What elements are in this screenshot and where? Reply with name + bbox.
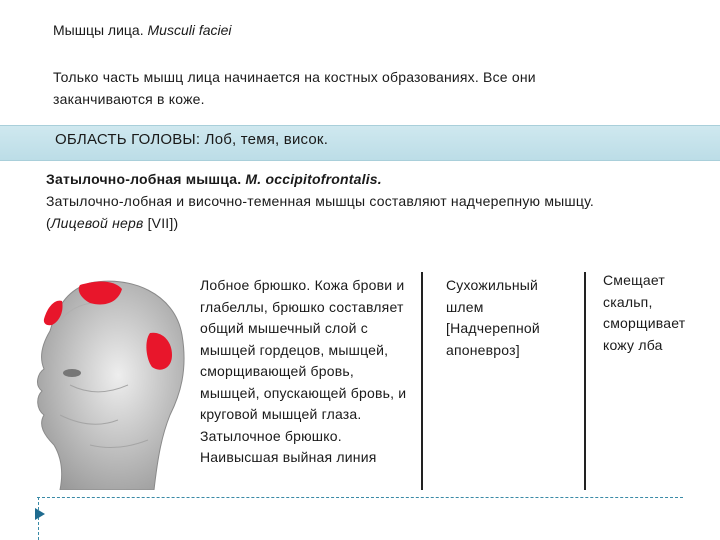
muscle-latin: occipitofrontalis. [265, 171, 382, 187]
function-column: Смещает скальп, сморщивает кожу лба [603, 272, 686, 353]
head-muscle-illustration [30, 275, 190, 490]
title-plain: Мышцы лица. [53, 22, 148, 38]
title-latin: Musculi faciei [147, 22, 232, 38]
intro-text: Только часть мышц лица начинается на костных образованиях. Все они заканчиваются в коже. [53, 69, 536, 107]
column-divider-1 [421, 272, 423, 490]
nerve-rest: [VII]) [147, 215, 179, 231]
muscle-description [46, 168, 666, 234]
muscle-nerve [46, 212, 666, 234]
muscle-name: Затылочно-лобная мышца. [46, 171, 246, 187]
eye-shape [63, 369, 81, 377]
play-arrow-icon[interactable] [34, 507, 46, 521]
nerve-italic: Лицевой нерв [50, 215, 148, 231]
slide-title [53, 22, 232, 38]
origin-column: Лобное брюшко. Кожа брови и глабеллы, брюшко составляет общий мышечный слой с мышцей гордецов, мышцей, сморщивающей бровь, мышцей, опускающей бровь, и круговой мышцей глаза. Затылочное брюшко. Наивысшая выйная линия [200, 277, 407, 465]
column-divider-2 [584, 272, 586, 490]
muscle-summary: Затылочно-лобная и височно-теменная мышцы составляют надчерепную мышцу. [46, 193, 594, 209]
region-band-label: ОБЛАСТЬ ГОЛОВЫ: Лоб, темя, висок. [55, 131, 329, 148]
insertion-column: Сухожильный шлем [Надчерепной апоневроз] [446, 277, 540, 358]
muscle-heading [46, 168, 666, 190]
muscle-latin-prefix: М. [245, 171, 266, 187]
nerve-open: ( [46, 215, 51, 231]
footer-dashed-line [37, 497, 683, 498]
